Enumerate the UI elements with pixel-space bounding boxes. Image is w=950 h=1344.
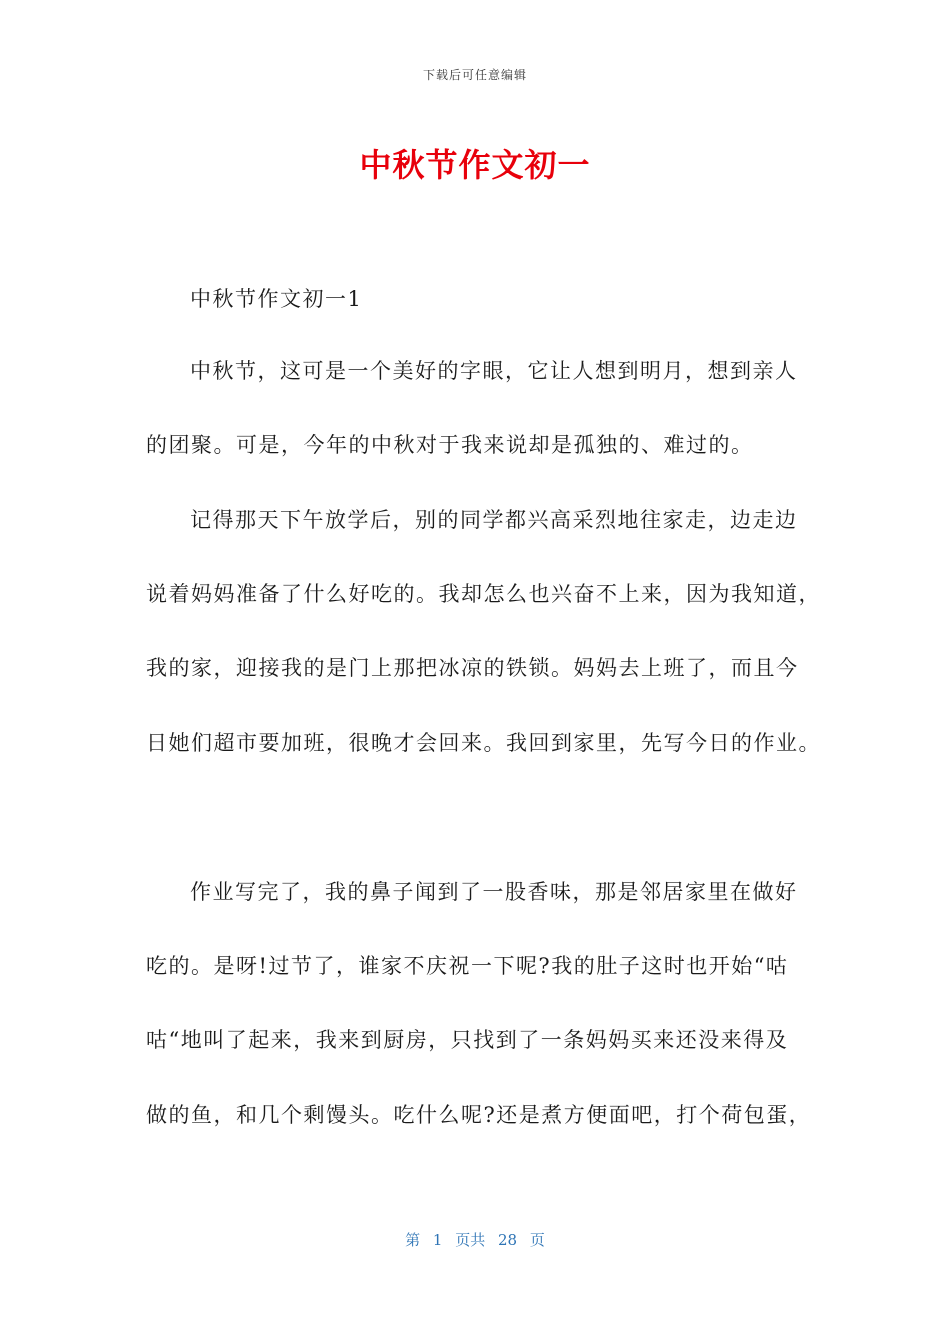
text-line: 中秋节，这可是一个美好的字眼，它让人想到明月，想到亲人 [190, 359, 798, 383]
text-line: 作业写完了，我的鼻子闻到了一股香味，那是邻居家里在做好 [190, 880, 798, 904]
text-line: 日她们超市要加班，很晚才会回来。我回到家里，先写今日的作业。 [146, 731, 821, 755]
footer-total-pages: 28 [498, 1231, 518, 1249]
footer-label-page: 第 [405, 1231, 421, 1249]
text-line: 的团聚。可是，今年的中秋对于我来说却是孤独的、难过的。 [146, 433, 754, 457]
document-title: 中秋节作文初一 [359, 146, 591, 184]
text-line: 我的家，迎接我的是门上那把冰凉的铁锁。妈妈去上班了，而且今 [146, 656, 799, 680]
text-line: 吃的。是呀!过节了，谁家不庆祝一下呢?我的肚子这时也开始“咕 [146, 954, 789, 978]
text-line: 说着妈妈准备了什么好吃的。我却怎么也兴奋不上来，因为我知道， [146, 582, 821, 606]
footer-label-of: 页共 [455, 1231, 486, 1249]
footer-current-page: 1 [432, 1231, 443, 1249]
text-line: 做的鱼，和几个剩馒头。吃什么呢?还是煮方便面吧，打个荷包蛋， [146, 1103, 812, 1127]
text-line: 咕“地叫了起来，我来到厨房，只找到了一条妈妈买来还没来得及 [146, 1028, 789, 1052]
footer-label-end: 页 [529, 1231, 545, 1249]
page-footer [0, 1229, 950, 1250]
text-line: 记得那天下午放学后，别的同学都兴高采烈地往家走，边走边 [190, 508, 798, 532]
page-header-note: 下载后可任意编辑 [422, 68, 527, 82]
section-heading: 中秋节作文初一1 [190, 287, 363, 311]
